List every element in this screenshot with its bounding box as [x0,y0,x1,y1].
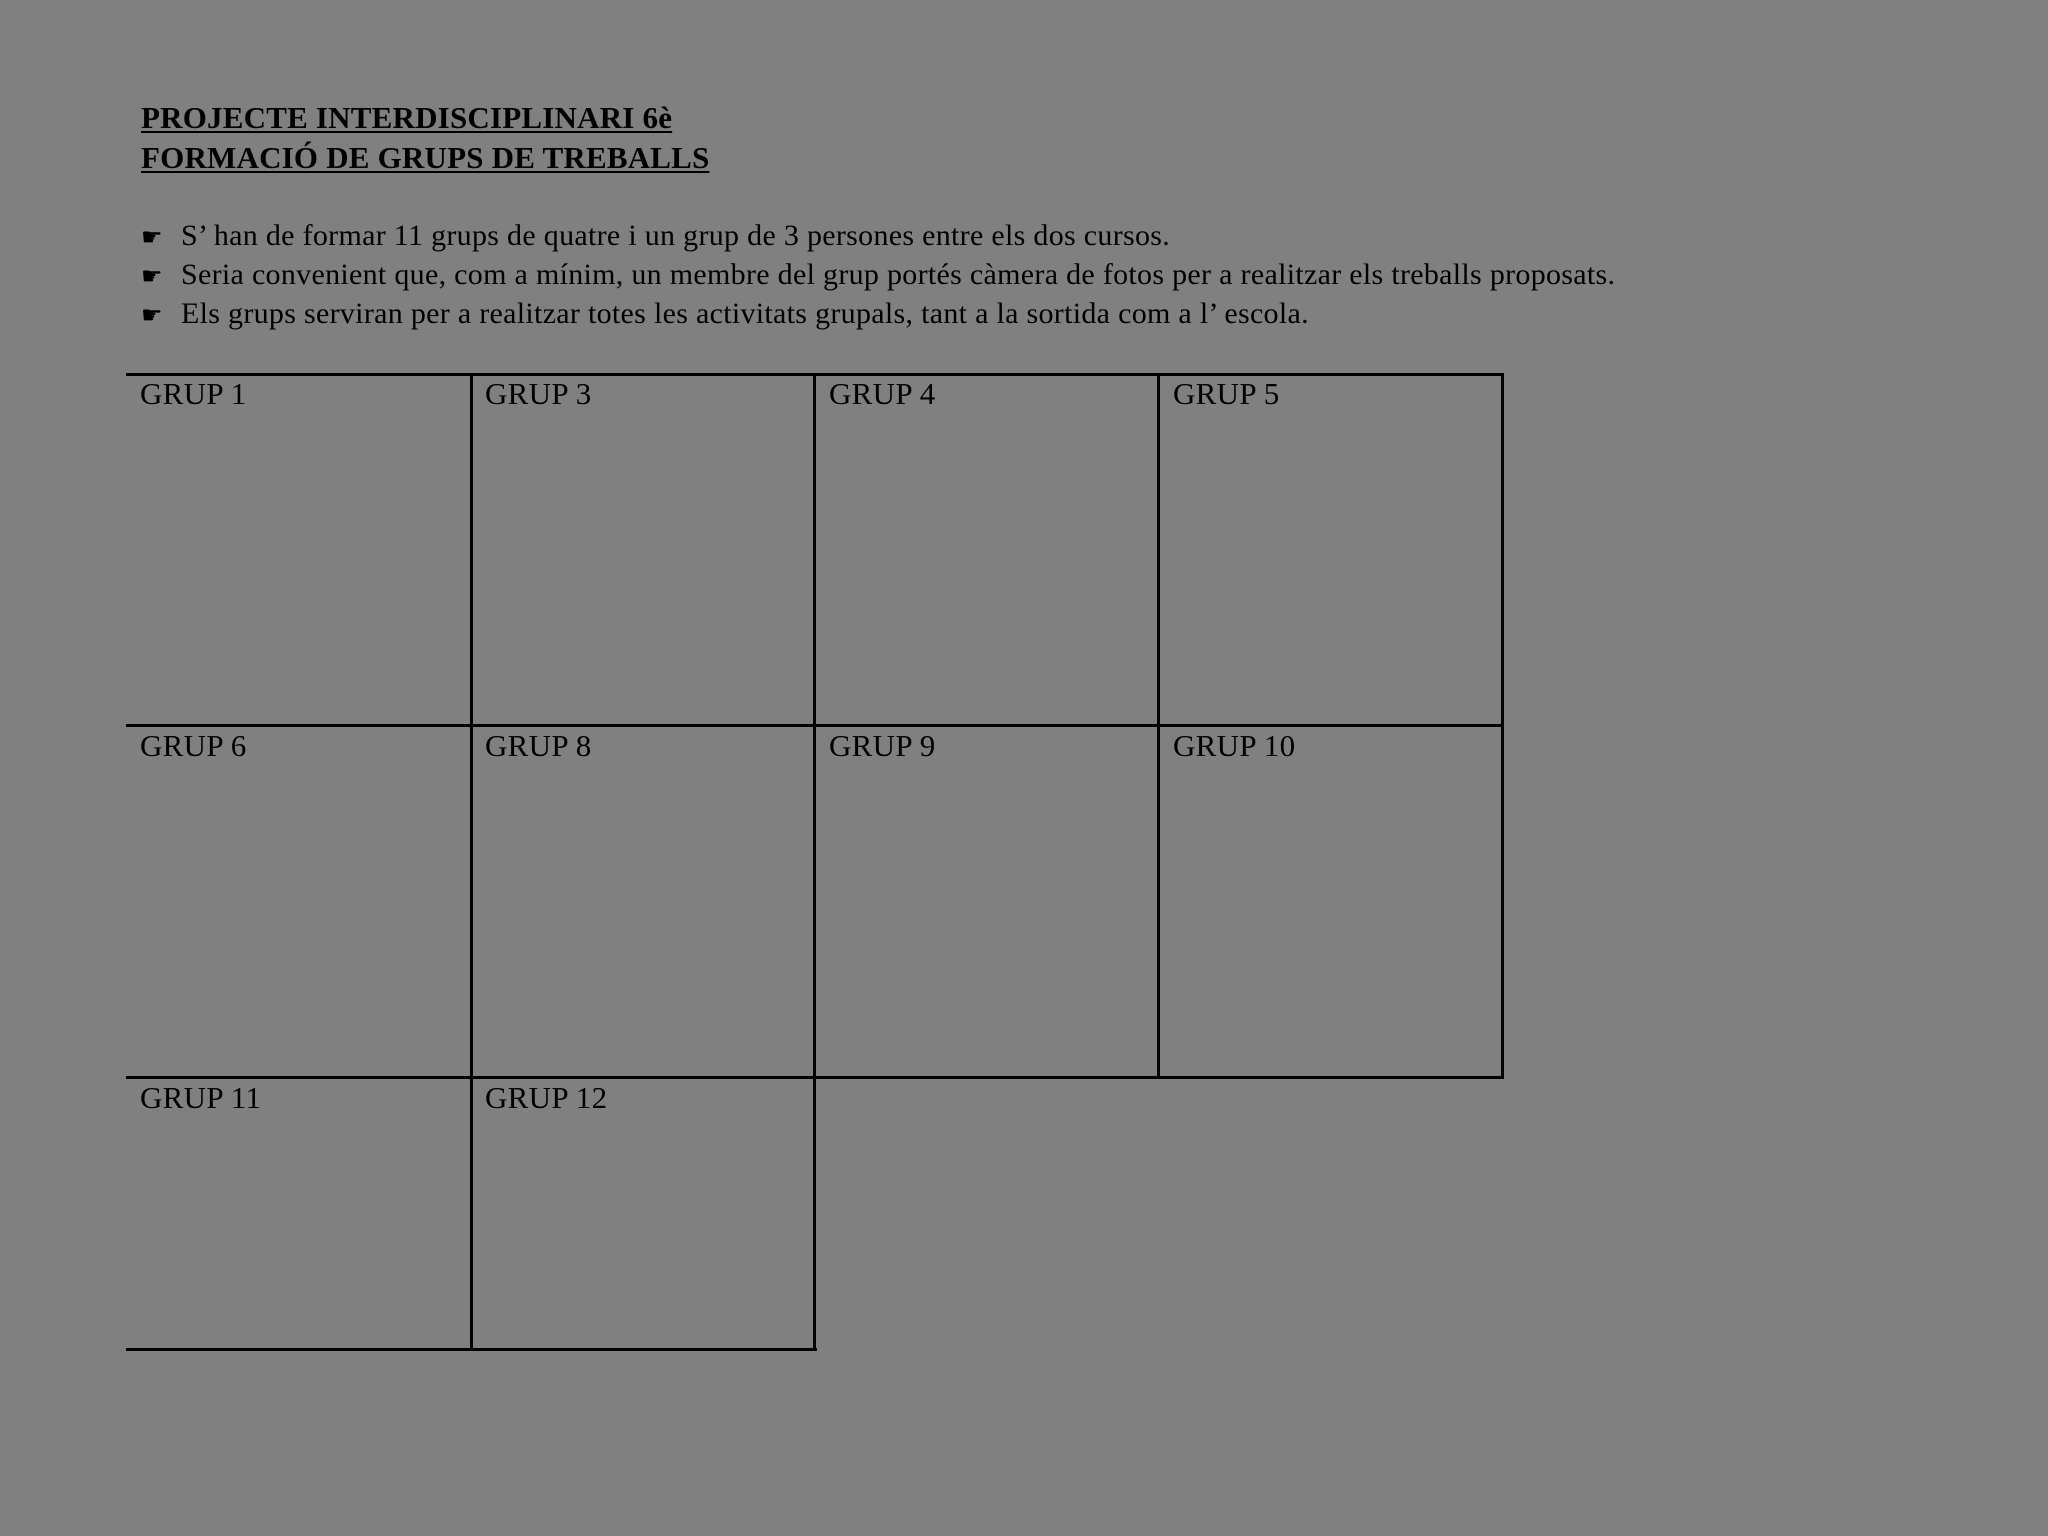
group-label: GRUP 4 [829,376,936,411]
group-label: GRUP 3 [485,376,592,411]
table-border-line [1157,373,1160,1079]
group-cell [815,374,1159,726]
group-label: GRUP 12 [485,1080,608,1115]
group-label: GRUP 1 [140,376,247,411]
instruction-text: S’ han de formar 11 grups de quatre i un grup de 3 persones entre els dos cursos. [181,219,1171,252]
table-border-line [470,373,473,1351]
group-cell [471,1078,815,1350]
group-label: GRUP 10 [1173,728,1296,763]
instruction-text: Els grups serviran per a realitzar totes les activitats grupals, tant a la sortida com a l’ escola. [181,297,1309,330]
group-label: GRUP 11 [140,1080,262,1115]
group-label: GRUP 6 [140,728,247,763]
group-cell [471,726,815,1078]
group-cell [471,374,815,726]
group-cell [126,374,471,726]
pointing-hand-icon: ☛ [141,301,163,329]
group-label: GRUP 9 [829,728,936,763]
group-cell [126,726,471,1078]
title-line-2: FORMACIÓ DE GRUPS DE TREBALLS [141,140,710,175]
pointing-hand-icon: ☛ [141,262,163,290]
pointing-hand-icon: ☛ [141,223,163,251]
group-cell [1159,726,1503,1078]
title-line-1: PROJECTE INTERDISCIPLINARI 6è [141,100,673,135]
instruction-text: Seria convenient que, com a mínim, un membre del grup portés càmera de fotos per a realitzar els treballs proposats. [181,258,1616,291]
group-cell [126,1078,471,1350]
group-label: GRUP 8 [485,728,592,763]
table-border-line [1501,373,1504,1079]
group-cell [815,726,1159,1078]
table-border-line [813,373,816,1351]
group-cell [1159,374,1503,726]
group-label: GRUP 5 [1173,376,1280,411]
